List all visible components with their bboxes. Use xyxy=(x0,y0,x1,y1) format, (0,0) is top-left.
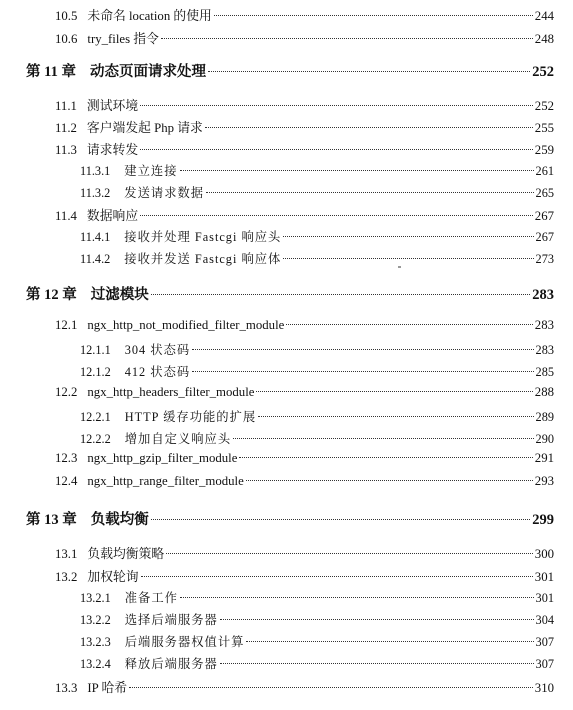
toc-section-number: 11.4 xyxy=(55,209,77,223)
toc-entry xyxy=(55,385,554,403)
leader-dots xyxy=(192,349,533,350)
toc-section-number: 11.1 xyxy=(55,99,77,113)
toc-subsection-title: 后端服务器权值计算 xyxy=(124,635,245,649)
toc-entry xyxy=(55,95,554,113)
toc-entry xyxy=(55,117,554,135)
toc-page-number: 307 xyxy=(535,657,554,671)
leader-dots xyxy=(256,391,532,392)
toc-entry xyxy=(55,5,554,23)
toc-section-number: 13.3 xyxy=(55,681,78,695)
toc-subentry xyxy=(80,227,554,245)
leader-dots xyxy=(141,576,533,577)
chapter-number: 第 11 章 xyxy=(26,64,76,80)
toc-subentry xyxy=(80,340,554,358)
leader-dots xyxy=(205,127,533,128)
toc-page-number: 304 xyxy=(535,613,554,627)
chapter-number: 第 12 章 xyxy=(26,287,77,303)
leader-dots xyxy=(220,663,534,664)
leader-dots xyxy=(246,480,533,481)
toc-page-number: 283 xyxy=(534,318,554,332)
toc-subsection-number: 12.1.2 xyxy=(80,365,111,379)
toc-entry xyxy=(55,543,554,561)
toc-chapter xyxy=(26,283,554,303)
leader-dots xyxy=(180,597,534,598)
toc-subentry xyxy=(80,362,554,380)
toc-section-number: 13.2 xyxy=(55,570,78,584)
chapter-number: 第 13 章 xyxy=(26,512,77,528)
toc-subsection-title: 接收并处理 Fastcgi 响应头 xyxy=(124,230,282,244)
leader-dots xyxy=(233,438,533,439)
toc-section-number: 12.1 xyxy=(55,318,78,332)
toc-entry xyxy=(55,139,554,157)
toc-subsection-title: 释放后端服务器 xyxy=(124,657,218,671)
toc-section-number: 10.5 xyxy=(55,9,78,23)
toc-section-number: 12.2 xyxy=(55,385,78,399)
toc-section-title: try_files 指令 xyxy=(87,32,159,46)
toc-entry xyxy=(55,205,554,223)
toc-section-title: ngx_http_headers_filter_module xyxy=(87,385,255,399)
leader-dots xyxy=(180,170,534,171)
chapter-title: 动态页面请求处理 xyxy=(89,64,206,80)
leader-dots xyxy=(161,38,533,39)
leader-dots xyxy=(220,619,534,620)
toc-section-title: 客户端发起 Php 请求 xyxy=(86,121,203,135)
toc-entry xyxy=(55,318,554,336)
toc-page-number: 300 xyxy=(534,547,554,561)
toc-page-number: 310 xyxy=(534,681,554,695)
toc-subsection-number: 12.2.1 xyxy=(80,410,111,424)
toc-section-number: 10.6 xyxy=(55,32,78,46)
toc-subsection-number: 13.2.3 xyxy=(80,635,111,649)
toc-subentry xyxy=(80,610,554,628)
toc-subentry xyxy=(80,632,554,650)
leader-dots xyxy=(166,553,533,554)
toc-page-number: 252 xyxy=(532,64,554,80)
toc-section-title: 未命名 location 的使用 xyxy=(87,9,212,23)
toc-entry xyxy=(55,474,554,492)
toc-subsection-number: 11.3.1 xyxy=(80,164,111,178)
leader-dots xyxy=(140,105,533,106)
toc-page-number: 244 xyxy=(534,9,554,23)
toc-page-number: 288 xyxy=(534,385,554,399)
toc-section-title: 数据响应 xyxy=(86,209,139,223)
toc-section-number: 11.2 xyxy=(55,121,77,135)
toc-page-number: 252 xyxy=(534,99,554,113)
toc-page-number: 285 xyxy=(535,365,554,379)
toc-subentry xyxy=(80,654,554,672)
toc-page-number: 291 xyxy=(534,451,554,465)
toc-section-title: ngx_http_not_modified_filter_module xyxy=(87,318,285,332)
toc-chapter xyxy=(26,508,554,528)
toc-subsection-number: 11.4.2 xyxy=(80,252,111,266)
toc-subentry xyxy=(80,161,554,179)
toc-page-number: 265 xyxy=(535,186,554,200)
toc-section-title: 负载均衡策略 xyxy=(87,547,165,561)
toc-section-title: 测试环境 xyxy=(86,99,139,113)
toc-subsection-number: 11.4.1 xyxy=(80,230,111,244)
toc-entry xyxy=(55,677,554,695)
toc-subsection-number: 13.2.1 xyxy=(80,591,111,605)
toc-page-number: 307 xyxy=(535,635,554,649)
toc-subsection-title: 412 状态码 xyxy=(124,365,191,379)
toc-section-title: 请求转发 xyxy=(86,143,139,157)
leader-dots xyxy=(246,641,533,642)
toc-page-number: 267 xyxy=(534,209,554,223)
toc-section-number: 12.4 xyxy=(55,474,78,488)
toc-page-number: 290 xyxy=(535,432,554,446)
toc-section-number: 13.1 xyxy=(55,547,78,561)
toc-subsection-number: 13.2.2 xyxy=(80,613,111,627)
toc-page-number: 273 xyxy=(535,252,554,266)
toc-subsection-title: 建立连接 xyxy=(124,164,178,178)
leader-dots xyxy=(151,519,531,520)
toc-page-number: 283 xyxy=(532,287,554,303)
toc-page-number: 289 xyxy=(535,410,554,424)
toc-page-number: 255 xyxy=(534,121,554,135)
toc-entry xyxy=(55,566,554,584)
toc-page-number: 261 xyxy=(535,164,554,178)
leader-dots xyxy=(129,687,533,688)
toc-section-title: ngx_http_gzip_filter_module xyxy=(87,451,238,465)
toc-subsection-number: 12.2.2 xyxy=(80,432,111,446)
leader-dots xyxy=(283,236,533,237)
toc-page-number: 259 xyxy=(534,143,554,157)
toc-subsection-title: 接收并发送 Fastcgi 响应体 xyxy=(124,252,282,266)
toc-page-number: 267 xyxy=(535,230,554,244)
toc-page-number: 299 xyxy=(532,512,554,528)
toc-chapter xyxy=(26,60,554,80)
leader-dots xyxy=(239,457,532,458)
toc-subsection-title: 304 状态码 xyxy=(124,343,191,357)
leader-dots xyxy=(206,192,533,193)
toc-page-number: 301 xyxy=(534,570,554,584)
leader-dots xyxy=(192,371,533,372)
chapter-title: 过滤模块 xyxy=(90,287,149,303)
toc-subsection-title: 增加自定义响应头 xyxy=(124,432,232,446)
toc-entry xyxy=(55,28,554,46)
toc-subsection-number: 11.3.2 xyxy=(80,186,111,200)
toc-subsection-title: 准备工作 xyxy=(124,591,178,605)
toc-section-title: ngx_http_range_filter_module xyxy=(87,474,244,488)
toc-entry xyxy=(55,451,554,469)
toc-page-number: 293 xyxy=(534,474,554,488)
leader-dots xyxy=(286,324,532,325)
leader-dots xyxy=(140,215,533,216)
toc-subentry xyxy=(80,588,554,606)
scan-speck xyxy=(398,266,401,268)
leader-dots xyxy=(283,258,533,259)
toc-subentry xyxy=(80,183,554,201)
toc-section-number: 11.3 xyxy=(55,143,77,157)
leader-dots xyxy=(214,15,533,16)
chapter-title: 负载均衡 xyxy=(90,512,149,528)
toc-subentry xyxy=(80,249,554,267)
toc-page-number: 301 xyxy=(535,591,554,605)
toc-subsection-title: HTTP 缓存功能的扩展 xyxy=(124,410,257,424)
toc-section-title: 加权轮询 xyxy=(87,570,139,584)
toc-subentry xyxy=(80,407,554,425)
toc-subsection-number: 13.2.4 xyxy=(80,657,111,671)
toc-subsection-title: 选择后端服务器 xyxy=(124,613,218,627)
leader-dots xyxy=(208,71,530,72)
toc-subsection-title: 发送请求数据 xyxy=(124,186,205,200)
toc-page-number: 248 xyxy=(534,32,554,46)
leader-dots xyxy=(151,294,531,295)
toc-section-title: IP 哈希 xyxy=(87,681,128,695)
toc-subentry xyxy=(80,429,554,447)
leader-dots xyxy=(258,416,533,417)
toc-section-number: 12.3 xyxy=(55,451,78,465)
toc-subsection-number: 12.1.1 xyxy=(80,343,111,357)
leader-dots xyxy=(140,149,533,150)
toc-page-number: 283 xyxy=(535,343,554,357)
